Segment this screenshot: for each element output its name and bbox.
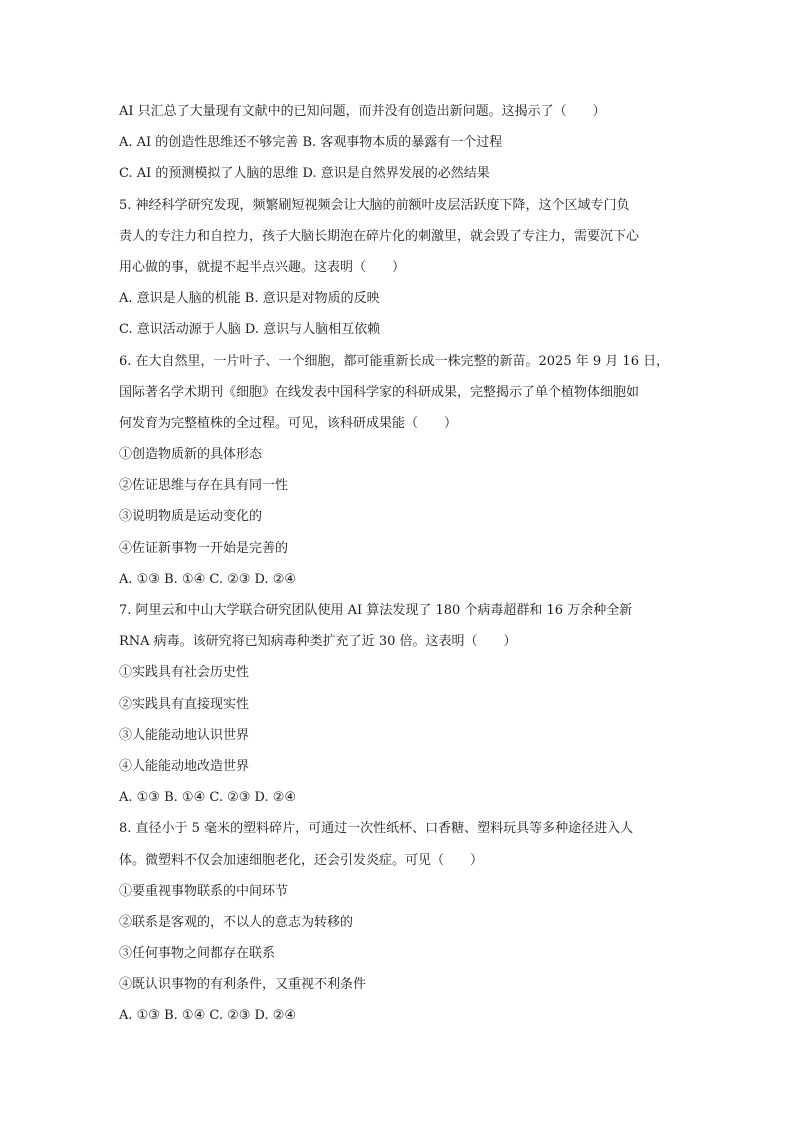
question-6-statement-1: ①创造物质新的具体形态: [119, 447, 263, 463]
question-8-statement-4: ④既认识事物的有利条件，又重视不利条件: [119, 977, 367, 993]
question-6-statement-4: ④佐证新事物一开始是完善的: [119, 540, 289, 556]
question-5-options-ab: A. 意识是人脑的机能 B. 意识是对物质的反映: [119, 291, 380, 307]
question-4-options-cd: C. AI 的预测模拟了人脑的思维 D. 意识是自然界发展的必然结果: [119, 166, 490, 182]
question-6-stem-line-1: 6. 在大自然里，一片叶子、一个细胞，都可能重新长成一株完整的新苗。2025 年 9 月 16 日，: [119, 353, 670, 369]
question-8-stem-line-2: 体。微塑料不仅会加速细胞老化，还会引发炎症。可见（ ）: [119, 852, 484, 868]
question-7-stem-line-1: 7. 阿里云和中山大学联合研究团队使用 AI 算法发现了 180 个病毒超群和 16 万余种全新: [119, 603, 633, 618]
question-8-statement-1: ①要重视事物联系的中间环节: [119, 883, 289, 899]
question-5-stem-line-2: 责人的专注力和自控力，孩子大脑长期泡在碎片化的刺激里，就会毁了专注力，需要沉下心: [119, 228, 640, 244]
question-7-statement-3: ③人能能动地认识世界: [119, 727, 250, 743]
question-7-statement-1: ①实践具有社会历史性: [119, 665, 250, 681]
question-6-statement-2: ②佐证思维与存在具有同一性: [119, 478, 289, 494]
question-6-stem-line-3: 何发育为完整植株的全过程。可见，该科研成果能（ ）: [119, 415, 458, 431]
question-8-statement-2: ②联系是客观的，不以人的意志为转移的: [119, 914, 354, 930]
question-5-options-cd: C. 意识活动源于人脑 D. 意识与人脑相互依赖: [119, 322, 381, 338]
question-5-stem-line-1: 5. 神经科学研究发现，频繁刷短视频会让大脑的前额叶皮层活跃度下降，这个区域专门负: [119, 197, 630, 213]
question-5-stem-line-3: 用心做的事，就提不起半点兴趣。这表明（ ）: [119, 259, 406, 275]
question-text-block: [119, 101, 677, 1037]
question-6-stem-line-2: 国际著名学术期刊《细胞》在线发表中国科学家的科研成果，完整揭示了单个植物体细胞如: [119, 384, 640, 400]
question-4-stem-tail: AI 只汇总了大量现有文献中的已知问题，而并没有创造出新问题。这揭示了（ ）: [119, 104, 606, 119]
question-7-statement-2: ②实践具有直接现实性: [119, 696, 250, 712]
question-8-statement-3: ③任何事物之间都存在联系: [119, 946, 276, 962]
question-4-options-ab: A. AI 的创造性思维还不够完善 B. 客观事物本质的暴露有一个过程: [119, 135, 503, 151]
question-6-options: A. ①③ B. ①④ C. ②③ D. ②④: [119, 571, 297, 587]
question-6-statement-3: ③说明物质是运动变化的: [119, 509, 263, 525]
question-7-statement-4: ④人能能动地改造世界: [119, 758, 250, 774]
question-8-options: A. ①③ B. ①④ C. ②③ D. ②④: [119, 1008, 297, 1024]
question-7-stem-line-2: RNA 病毒。该研究将已知病毒种类扩充了近 30 倍。这表明（ ）: [119, 634, 517, 650]
question-7-options: A. ①③ B. ①④ C. ②③ D. ②④: [119, 790, 297, 806]
question-8-stem-line-1: 8. 直径小于 5 毫米的塑料碎片，可通过一次性纸杯、口香糖、塑料玩具等多种途径进入人: [119, 821, 634, 837]
